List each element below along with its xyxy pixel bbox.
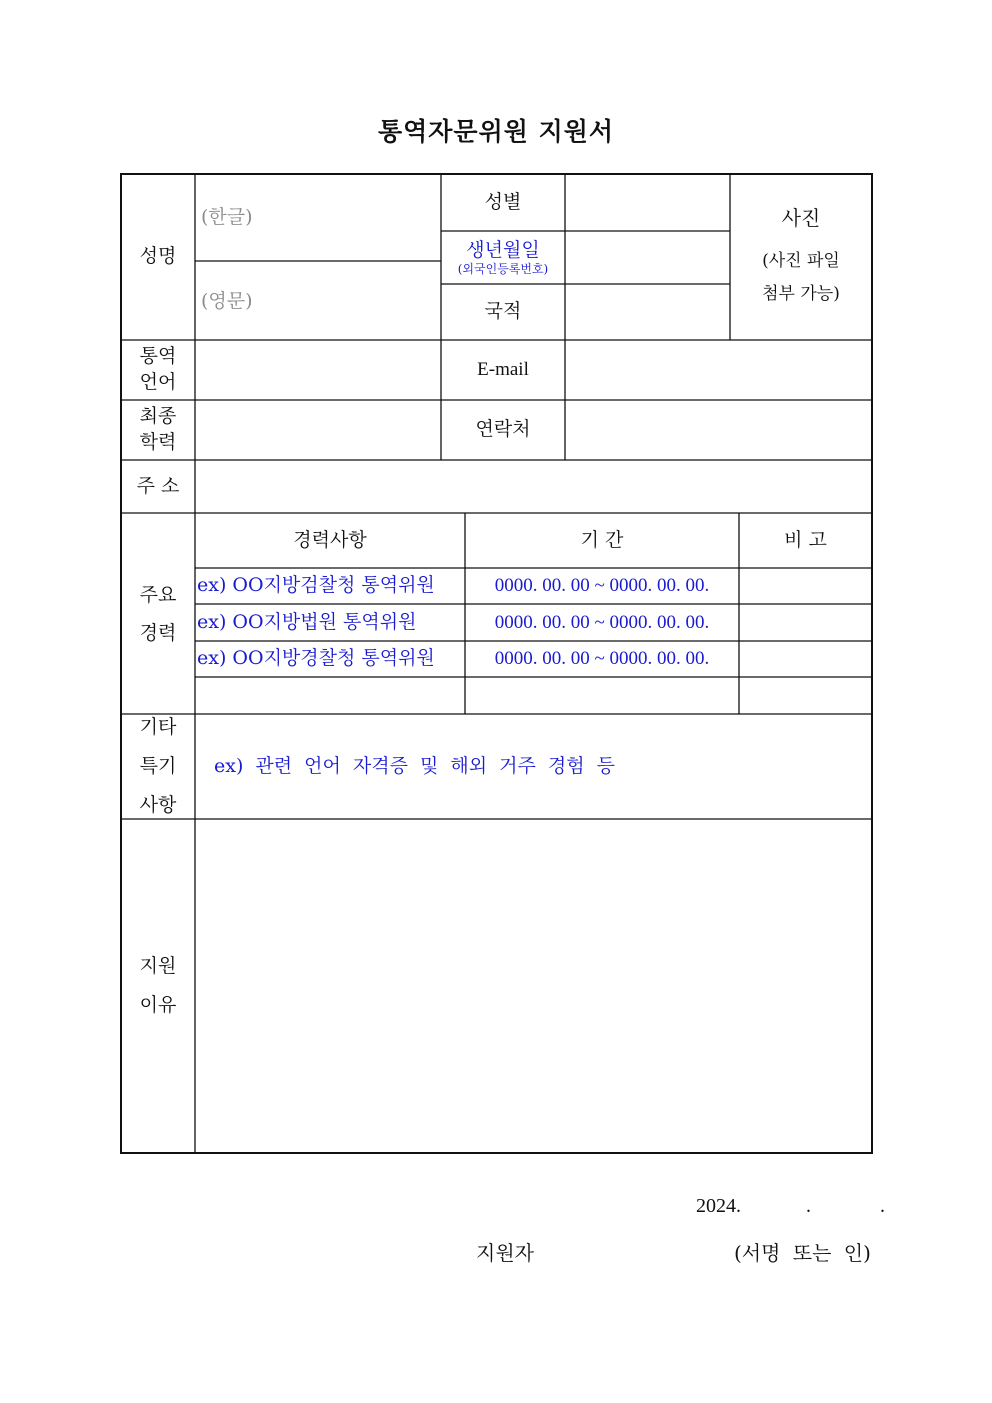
etc-label <box>121 714 195 819</box>
language-label <box>121 340 195 400</box>
etc-label-3: 사항 <box>139 793 177 816</box>
sign-label[interactable]: (서명 또는 인) <box>734 1241 871 1265</box>
reason-label <box>121 819 195 1153</box>
applicant-label: 지원자 <box>476 1241 534 1265</box>
nationality-label: 국적 <box>484 300 522 323</box>
language-label-2: 언어 <box>139 371 177 393</box>
career-label-1: 주요 <box>139 583 177 606</box>
date-dot-1: . <box>806 1195 811 1217</box>
name-korean-field[interactable]: (한글) <box>201 206 253 228</box>
career-row-3-career[interactable]: ex) OO지방경찰청 통역위원 <box>197 647 435 670</box>
career-row-4-note[interactable] <box>739 677 872 714</box>
career-row-3-note[interactable] <box>739 641 872 677</box>
birth-label: 생년월일 <box>466 238 540 261</box>
contact-field[interactable] <box>565 400 872 460</box>
etc-label-2: 특기 <box>139 755 177 778</box>
email-field[interactable] <box>565 340 872 400</box>
document-title: 통역자문위원 지원서 <box>377 117 615 146</box>
education-label-2: 학력 <box>139 431 177 453</box>
etc-label-1: 기타 <box>139 716 177 739</box>
career-section-label <box>121 513 195 714</box>
photo-label: 사진 <box>781 206 821 231</box>
note-col-header: 비 고 <box>784 528 827 551</box>
application-date[interactable] <box>696 1195 885 1218</box>
education-label-1: 최종 <box>139 405 177 428</box>
birth-sub-label: (외국인등록번호) <box>457 261 549 276</box>
reason-label-2: 이유 <box>139 994 177 1016</box>
language-field[interactable] <box>195 340 441 400</box>
reason-label-1: 지원 <box>139 955 177 978</box>
career-row-1-career[interactable]: ex) OO지방검찰청 통역위원 <box>197 574 435 597</box>
email-label: E-mail <box>477 359 529 381</box>
career-row-4-career[interactable] <box>195 677 465 714</box>
education-label <box>121 400 195 460</box>
career-row-2-career[interactable]: ex) OO지방법원 통역위원 <box>197 610 417 633</box>
career-row-3-period[interactable]: 0000. 00. 00 ~ 0000. 00. 00. <box>494 648 710 670</box>
career-col-header: 경력사항 <box>293 528 367 551</box>
career-label-2: 경력 <box>139 621 177 644</box>
address-label: 주 소 <box>136 474 180 497</box>
photo-note-2: 첨부 가능) <box>762 283 840 304</box>
address-field[interactable] <box>195 460 872 513</box>
name-english-field[interactable]: (영문) <box>201 290 253 312</box>
birth-label-group <box>441 231 565 284</box>
photo-note-1: (사진 파일 <box>762 251 840 272</box>
date-year: 2024. <box>696 1195 741 1217</box>
photo-box[interactable] <box>730 174 872 340</box>
birth-field[interactable] <box>565 231 730 284</box>
gender-label: 성별 <box>484 190 522 213</box>
name-label: 성명 <box>139 245 177 268</box>
etc-field[interactable]: ex) 관련 언어 자격증 및 해외 거주 경험 등 <box>214 754 615 777</box>
education-field[interactable] <box>195 400 441 460</box>
gender-field[interactable] <box>565 174 730 231</box>
contact-label: 연락처 <box>475 418 531 441</box>
career-row-1-note[interactable] <box>739 568 872 604</box>
career-row-1-period[interactable]: 0000. 00. 00 ~ 0000. 00. 00. <box>494 575 710 597</box>
career-row-2-period[interactable]: 0000. 00. 00 ~ 0000. 00. 00. <box>494 611 710 633</box>
nationality-field[interactable] <box>565 284 730 340</box>
language-label-1: 통역 <box>139 345 177 368</box>
period-col-header: 기 간 <box>580 528 624 551</box>
career-row-2-note[interactable] <box>739 604 872 641</box>
career-row-4-period[interactable] <box>465 677 739 714</box>
date-dot-2: . <box>880 1195 885 1217</box>
reason-field[interactable] <box>195 819 872 1153</box>
